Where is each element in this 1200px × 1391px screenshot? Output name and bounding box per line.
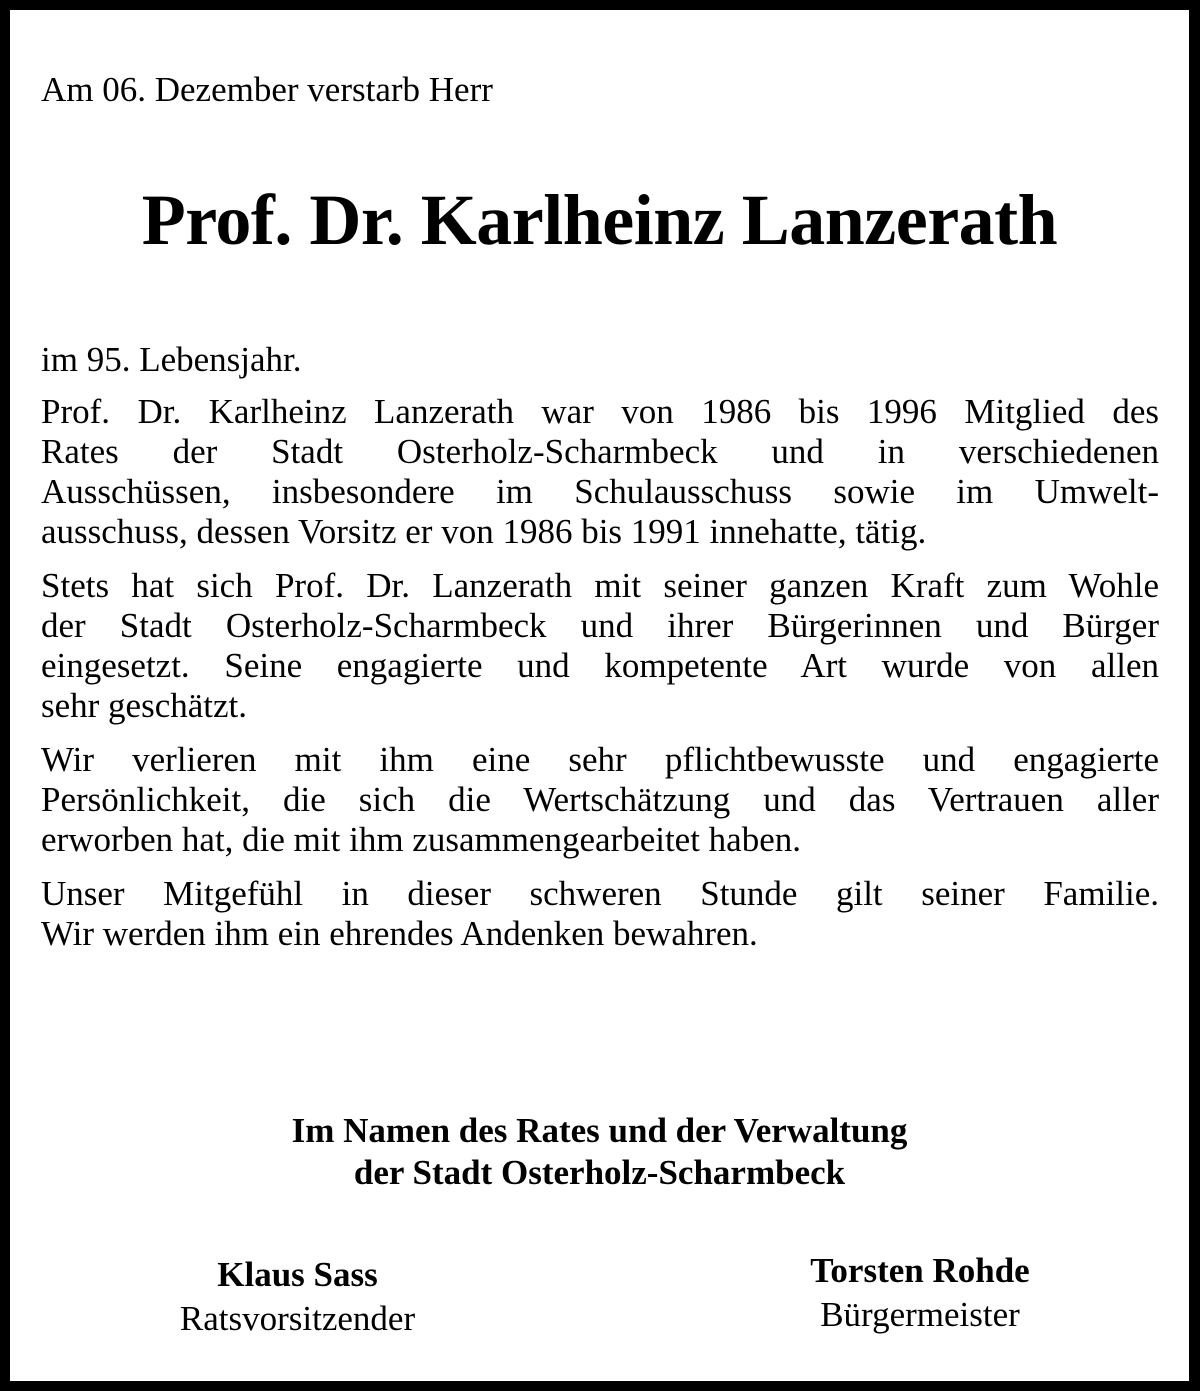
text-line: sehr geschätzt.: [41, 686, 248, 725]
obituary-notice: [10, 10, 1189, 1381]
text-line: Stets hat sich Prof. Dr. Lanzerath mit seiner ganzen Kraft zum Wohle: [41, 566, 1159, 605]
paragraph-age: [41, 340, 1159, 380]
text-line: Wir werden ihm ein ehrendes Andenken bewahren.: [41, 914, 758, 953]
signatory-name: Klaus Sass: [217, 1255, 378, 1294]
text-line: Persönlichkeit, die sich die Wertschätzung und das Vertrauen aller: [41, 780, 1159, 819]
signatory-name: Torsten Rohde: [810, 1251, 1030, 1290]
text-line: Unser Mitgefühl in dieser schweren Stunde gilt seiner Familie.: [41, 874, 1159, 913]
signatory-title: Ratsvorsitzender: [179, 1299, 416, 1338]
signatory-council-chair: [110, 1253, 485, 1341]
signature-heading-line: Im Namen des Rates und der Verwaltung: [291, 1111, 908, 1150]
text-line: Rates der Stadt Osterholz-Scharmbeck und in verschiedenen: [41, 432, 1159, 471]
deceased-name: Prof. Dr. Karlheinz Lanzerath: [141, 180, 1058, 260]
paragraph-council-service: [41, 392, 1159, 552]
paragraph-condolence: [41, 874, 1159, 954]
text-line: erworben hat, die mit ihm zusammengearbeitet haben.: [41, 820, 802, 859]
intro-text: Am 06. Dezember verstarb Herr: [41, 70, 493, 109]
paragraph-loss: [41, 740, 1159, 860]
signatory-mayor: [710, 1249, 1130, 1337]
paragraph-commitment: [41, 566, 1159, 726]
text-line: der Stadt Osterholz-Scharmbeck und ihrer Bürgerinnen und Bürger: [41, 606, 1159, 645]
text-line: Ausschüssen, insbesondere im Schulausschuss sowie im Umwelt-: [41, 472, 1159, 511]
signature-heading-line: der Stadt Osterholz-Scharmbeck: [353, 1153, 846, 1192]
text-line: Wir verlieren mit ihm eine sehr pflichtbewusste und engagierte: [41, 740, 1159, 779]
text-line: Prof. Dr. Karlheinz Lanzerath war von 1986 bis 1996 Mitglied des: [41, 392, 1159, 431]
notice-body: [41, 340, 1159, 968]
text-line: eingesetzt. Seine engagierte und kompetente Art wurde von allen: [41, 646, 1159, 685]
text-line: ausschuss, dessen Vorsitz er von 1986 bis 1991 innehatte, tätig.: [41, 512, 927, 551]
signatory-title: Bürgermeister: [820, 1295, 1020, 1334]
text-line: im 95. Lebensjahr.: [41, 340, 302, 379]
signature-heading: [10, 1110, 1189, 1194]
